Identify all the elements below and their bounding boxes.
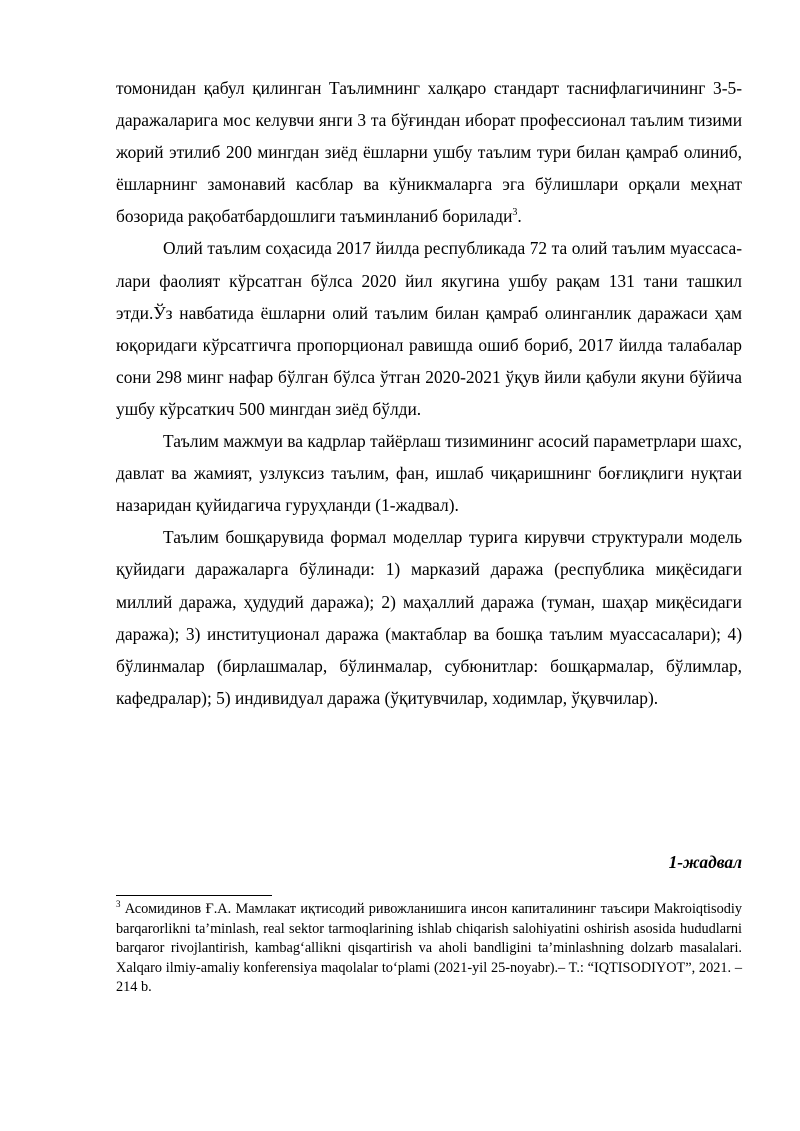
footnote-marker: 3 [116,899,121,910]
table-caption: 1-жадвал [668,852,742,872]
body-text [116,72,742,714]
paragraph-end: . [517,206,522,227]
footnote-reference: 3 [512,207,518,219]
paragraph-higher-education: Олий таълим соҳасида 2017 йилда республикада 72 та олий таълим муассаса-лари фаолият кўрсатган бўлса 2020 йил якугина ушбу рақам 131 тани ташкил этди.Ўз навбатида ёшларни олий таълим билан қамраб олинганлик даражаси ҳам юқоридаги кўрсатгичга пропорционал равишда ошиб бориб, 2017 йилда талабалар сони 298 минг нафар бўлган бўлса ўтган 2020-2021 ўқув йили қабули якуни бўйича ушбу кўрсаткич 500 мингдан зиёд бўлди. [116,238,742,419]
paragraph-management-levels: Таълим бошқарувида формал моделлар турига кирувчи структурали модель қуйидаги даражаларга бўлинади: 1) марказий даража (республика миқёсидаги миллий даража, ҳудудий даража); 2) маҳаллий даража (туман, шаҳар миқёсидаги даража); 3) институционал даража (мактаблар ва бошқа таълим муассасалари); 4) бўлинмалар (бирлашмалар, бўлинмалар, субюнитлар: бошқармалар, бўлимлар, кафедралар); 5) индивидуал даража (ўқитувчилар, ходимлар, ўқувчилар). [116,527,742,708]
footnote [116,900,742,998]
paragraph-text: томонидан қабул қилинган Таълимнинг халқаро стандарт таснифлагичининг 3-5-даражаларига мос келувчи янги 3 та бўғиндан иборат профессионал таълим тизими жорий этилиб 200 мингдан зиёд ёшларни ушбу таълим тури билан қамраб олиниб, ёшларнинг замонавий касблар ва кўникмаларга эга бўлишлари орқали меҳнат бозорида рақобатбардошлиги таъминланиб борилади [116,78,742,227]
paragraph-continuation [116,72,742,232]
footnote-divider [116,895,272,896]
paragraph-education-parameters: Таълим мажмуи ва кадрлар тайёрлаш тизимининг асосий параметрлари шахс, давлат ва жамият, узлуксиз таълим, фан, ишлаб чиқаришнинг боғлиқлиги нуқтаи назаридан қуйидагича гуруҳланди (1-жадвал). [116,431,742,516]
footnote-text: Асомидинов Ғ.А. Мамлакат иқтисодий ривожланишига инсон капиталининг таъсири Makroiqtisodiy barqarorlikni ta’minlash, real sektor tarmoqlarining ishlab chiqarish salohiyatini oshirish asosida hududlarni barqaror rivojlantirish, kambag‘allikni qisqartirish va aholi bandligini ta’minlashning dolzarb masalalari. Xalqaro ilmiy-amaliy konferensiya maqolalar to‘plami (2021-yil 25-noyabr).– T.: “IQTISODIYOT”, 2021. – 214 b. [116,901,742,995]
